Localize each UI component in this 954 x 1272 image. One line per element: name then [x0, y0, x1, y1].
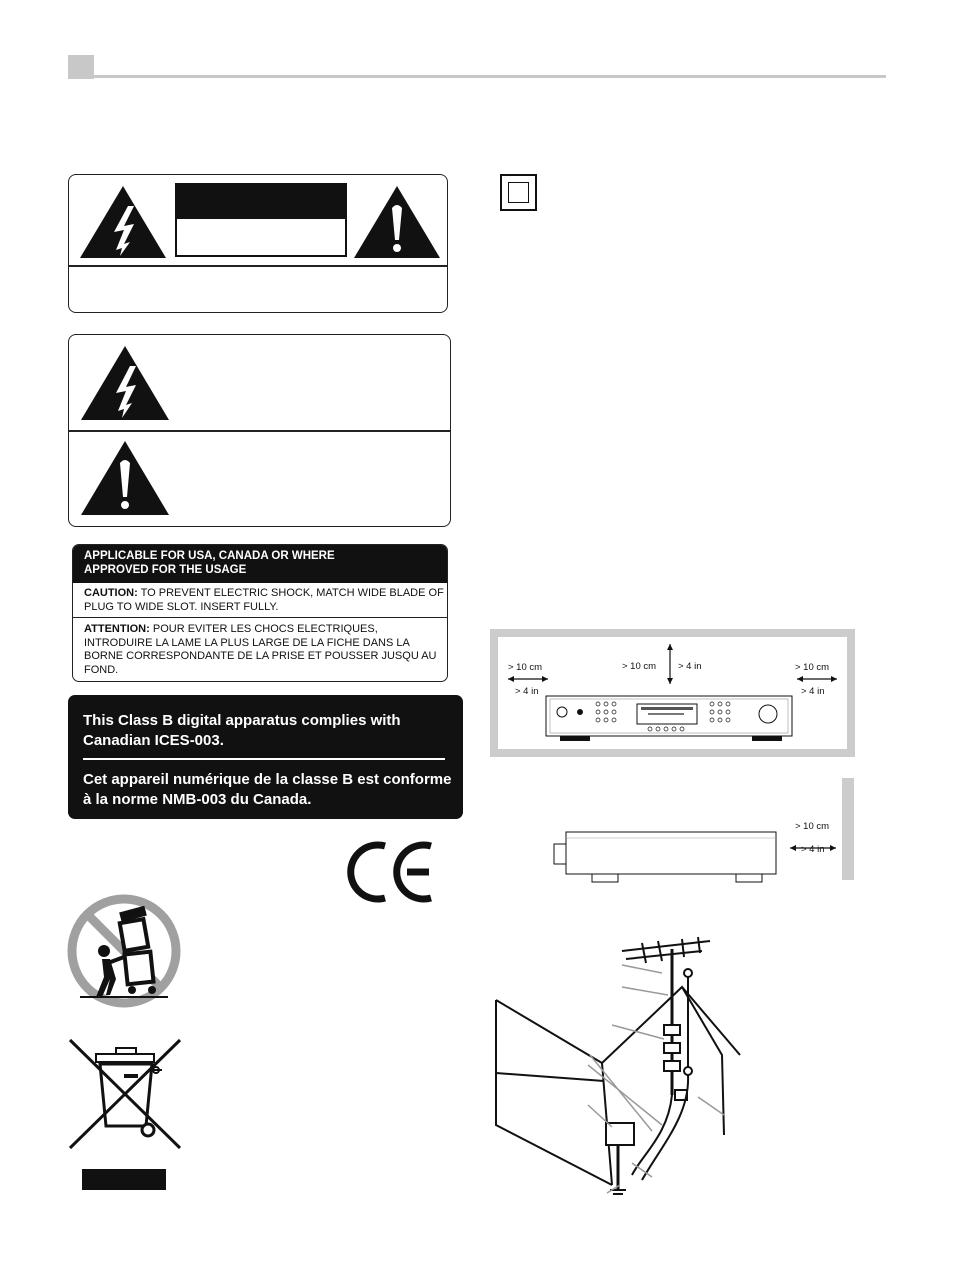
- attention-text: POUR EVITER LES CHOCS ELECTRIQUES, INTRODUIRE LA LAME LA PLUS LARGE DE LA FICHE DANS LA BORNE CORRESPONDANTE DE LA PRISE ET POUSSER JUSQU AU FOND.: [84, 623, 437, 676]
- attention-label: ATTENTION:: [84, 623, 150, 635]
- caution-block-bar: [175, 183, 347, 219]
- ices-notice-box: [68, 695, 463, 819]
- top-clearance-in: > 4 in: [678, 661, 702, 672]
- front-panel-drawing: [500, 640, 845, 746]
- plug-notice-divider: [73, 617, 448, 618]
- header-rule: [94, 75, 886, 78]
- exclamation-warning-icon: [79, 439, 171, 517]
- top-clearance-cm: > 10 cm: [622, 661, 657, 672]
- plug-notice-caution: [84, 587, 446, 614]
- right-clearance-cm: > 10 cm: [795, 662, 830, 673]
- weee-black-bar: [82, 1169, 166, 1190]
- ce-mark-icon: [345, 840, 437, 904]
- right-clearance-in: > 4 in: [801, 686, 825, 697]
- caution-text: TO PREVENT ELECTRIC SHOCK, MATCH WIDE BLADE OF PLUG TO WIDE SLOT. INSERT FULLY.: [84, 587, 444, 613]
- antenna-grounding-diagram: [492, 935, 762, 1200]
- weee-crossed-bin-icon: [66, 1036, 184, 1152]
- caution-label-divider: [68, 265, 448, 267]
- exclamation-warning-icon: [352, 184, 442, 260]
- caution-label: CAUTION:: [84, 587, 138, 599]
- plug-notice-box: [72, 544, 448, 682]
- plug-notice-attention: [84, 623, 446, 677]
- left-clearance-in: > 4 in: [515, 686, 539, 697]
- ices-english: This Class B digital apparatus complies with Canadian ICES-003.: [83, 712, 401, 749]
- rear-clearance-cm: > 10 cm: [795, 821, 830, 832]
- lightning-warning-icon: [78, 184, 168, 260]
- ventilation-side-bar: [842, 778, 854, 880]
- no-cart-tip-icon: [66, 893, 182, 1009]
- class-ii-inner-square: [508, 182, 529, 203]
- ices-divider: [83, 758, 445, 760]
- left-clearance-cm: > 10 cm: [508, 662, 543, 673]
- lightning-warning-icon: [79, 344, 171, 422]
- side-view-drawing: [550, 828, 840, 886]
- plug-notice-title: APPLICABLE FOR USA, CANADA OR WHERE APPROVED FOR THE USAGE: [84, 550, 335, 576]
- ices-french: Cet appareil numérique de la classe B est conforme à la norme NMB-003 du Canada.: [83, 771, 452, 808]
- header-square: [68, 55, 94, 79]
- symbol-explanation-divider: [68, 430, 451, 432]
- rear-clearance-in: > 4 in: [801, 844, 825, 855]
